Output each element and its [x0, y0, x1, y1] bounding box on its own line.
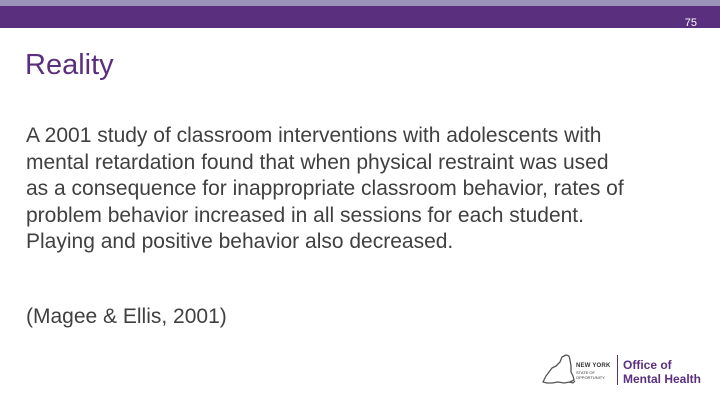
- page-number: 75: [684, 17, 697, 29]
- slide-citation: (Magee & Ellis, 2001): [26, 305, 227, 328]
- ny-state-map-icon: [540, 352, 576, 388]
- office-name-line-1: Office of: [623, 358, 672, 372]
- ny-state-tagline: STATE OF OPPORTUNITY.: [576, 370, 606, 380]
- office-name-line-2: Mental Health: [623, 372, 702, 386]
- header-bar: [0, 6, 720, 28]
- ny-state-name: NEW YORK: [576, 363, 611, 369]
- slide-title: Reality: [25, 49, 114, 81]
- logo-divider: [617, 355, 618, 385]
- slide-body-text: A 2001 study of classroom interventions with adolescents with mental retardation found that when physical restraint was used as a consequence for inappropriate classroom behavior, rates of problem behavior increased in all sessions for each student. Playing and positive behavior also decreased.: [26, 124, 624, 253]
- omh-logo: [540, 352, 715, 392]
